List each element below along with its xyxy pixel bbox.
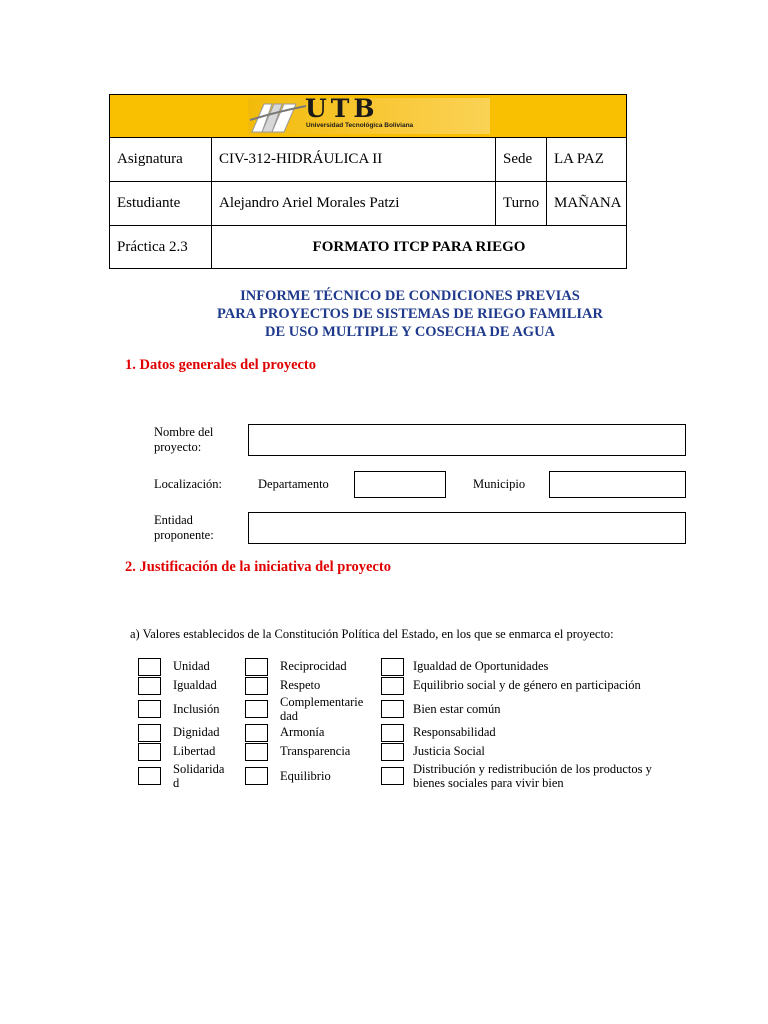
checkbox-bien-estar-comun[interactable] [381,700,404,718]
logo-banner [110,95,627,138]
estudiante-value: Alejandro Ariel Morales Patzi [212,182,496,226]
checkbox-dignidad[interactable] [138,724,161,742]
entidad-proponente-input[interactable] [248,512,686,544]
checkbox-equilibrio[interactable] [245,767,268,785]
option-armonia: Armonía [280,725,325,739]
option-libertad: Libertad [173,744,216,758]
checkbox-reciprocidad[interactable] [245,658,268,676]
departamento-input[interactable] [354,471,446,498]
option-complementariedad: Complementarie dad [280,695,364,723]
nombre-label-line2: proyecto: [154,440,202,454]
logo-name: UTB [305,94,379,123]
localizacion-label: Localización: [154,477,223,491]
option-igualdad: Igualdad [173,678,217,692]
checkbox-equilibrio-social[interactable] [381,677,404,695]
logo-subtitle: Universidad Tecnológica Boliviana [306,122,414,129]
option-respeto: Respeto [280,678,321,692]
section2-heading: 2. Justificación de la iniciativa del proyecto [125,559,391,575]
checkbox-igualdad[interactable] [138,677,161,695]
estudiante-label: Estudiante [110,182,212,226]
nombre-label-line1: Nombre del [154,425,214,439]
checkbox-complementariedad[interactable] [245,700,268,718]
report-title [140,287,680,341]
title-line-3: DE USO MULTIPLE Y COSECHA DE AGUA [264,324,556,340]
sede-label: Sede [496,138,547,182]
title-line-1: INFORME TÉCNICO DE CONDICIONES PREVIAS [240,288,580,304]
practica-label: Práctica 2.3 [110,226,212,269]
section1-heading: 1. Datos generales del proyecto [125,357,317,373]
municipio-input[interactable] [549,471,686,498]
checkbox-libertad[interactable] [138,743,161,761]
checkbox-unidad[interactable] [138,658,161,676]
option-inclusion: Inclusión [173,702,220,716]
entidad-label-line2: proponente: [154,528,214,542]
option-bien-estar-comun: Bien estar común [413,702,501,716]
nombre-proyecto-input[interactable] [248,424,686,456]
checkbox-inclusion[interactable] [138,700,161,718]
option-equilibrio-social: Equilibrio social y de género en participación [413,678,641,692]
asignatura-value: CIV-312-HIDRÁULICA II [212,138,496,182]
header-table [109,94,627,269]
option-unidad: Unidad [173,659,210,673]
values-question: a) Valores establecidos de la Constitución Política del Estado, en los que se enmarca el proyecto: [130,627,614,641]
option-responsabilidad: Responsabilidad [413,725,496,739]
turno-label: Turno [496,182,547,226]
option-distribucion: Distribución y redistribución de los productos y bienes sociales para vivir bien [413,762,652,790]
checkbox-armonia[interactable] [245,724,268,742]
entidad-label-line1: Entidad [154,513,193,527]
checkbox-distribucion[interactable] [381,767,404,785]
title-line-2: PARA PROYECTOS DE SISTEMAS DE RIEGO FAMILIAR [217,306,603,322]
option-transparencia: Transparencia [280,744,351,758]
checkbox-transparencia[interactable] [245,743,268,761]
option-reciprocidad: Reciprocidad [280,659,347,673]
checkbox-responsabilidad[interactable] [381,724,404,742]
checkbox-igualdad-oportunidades[interactable] [381,658,404,676]
checkbox-respeto[interactable] [245,677,268,695]
checkbox-justicia-social[interactable] [381,743,404,761]
option-solidaridad: Solidarida d [173,762,225,790]
departamento-label: Departamento [258,477,329,491]
asignatura-label: Asignatura [110,138,212,182]
municipio-label: Municipio [473,477,526,491]
utb-emblem-icon [248,98,308,134]
option-equilibrio: Equilibrio [280,769,331,783]
sede-value: LA PAZ [547,138,627,182]
option-justicia-social: Justicia Social [413,744,485,758]
option-igualdad-oportunidades: Igualdad de Oportunidades [413,659,549,673]
turno-value: MAÑANA [547,182,627,226]
format-title: FORMATO ITCP PARA RIEGO [212,226,627,269]
option-dignidad: Dignidad [173,725,220,739]
checkbox-solidaridad[interactable] [138,767,161,785]
